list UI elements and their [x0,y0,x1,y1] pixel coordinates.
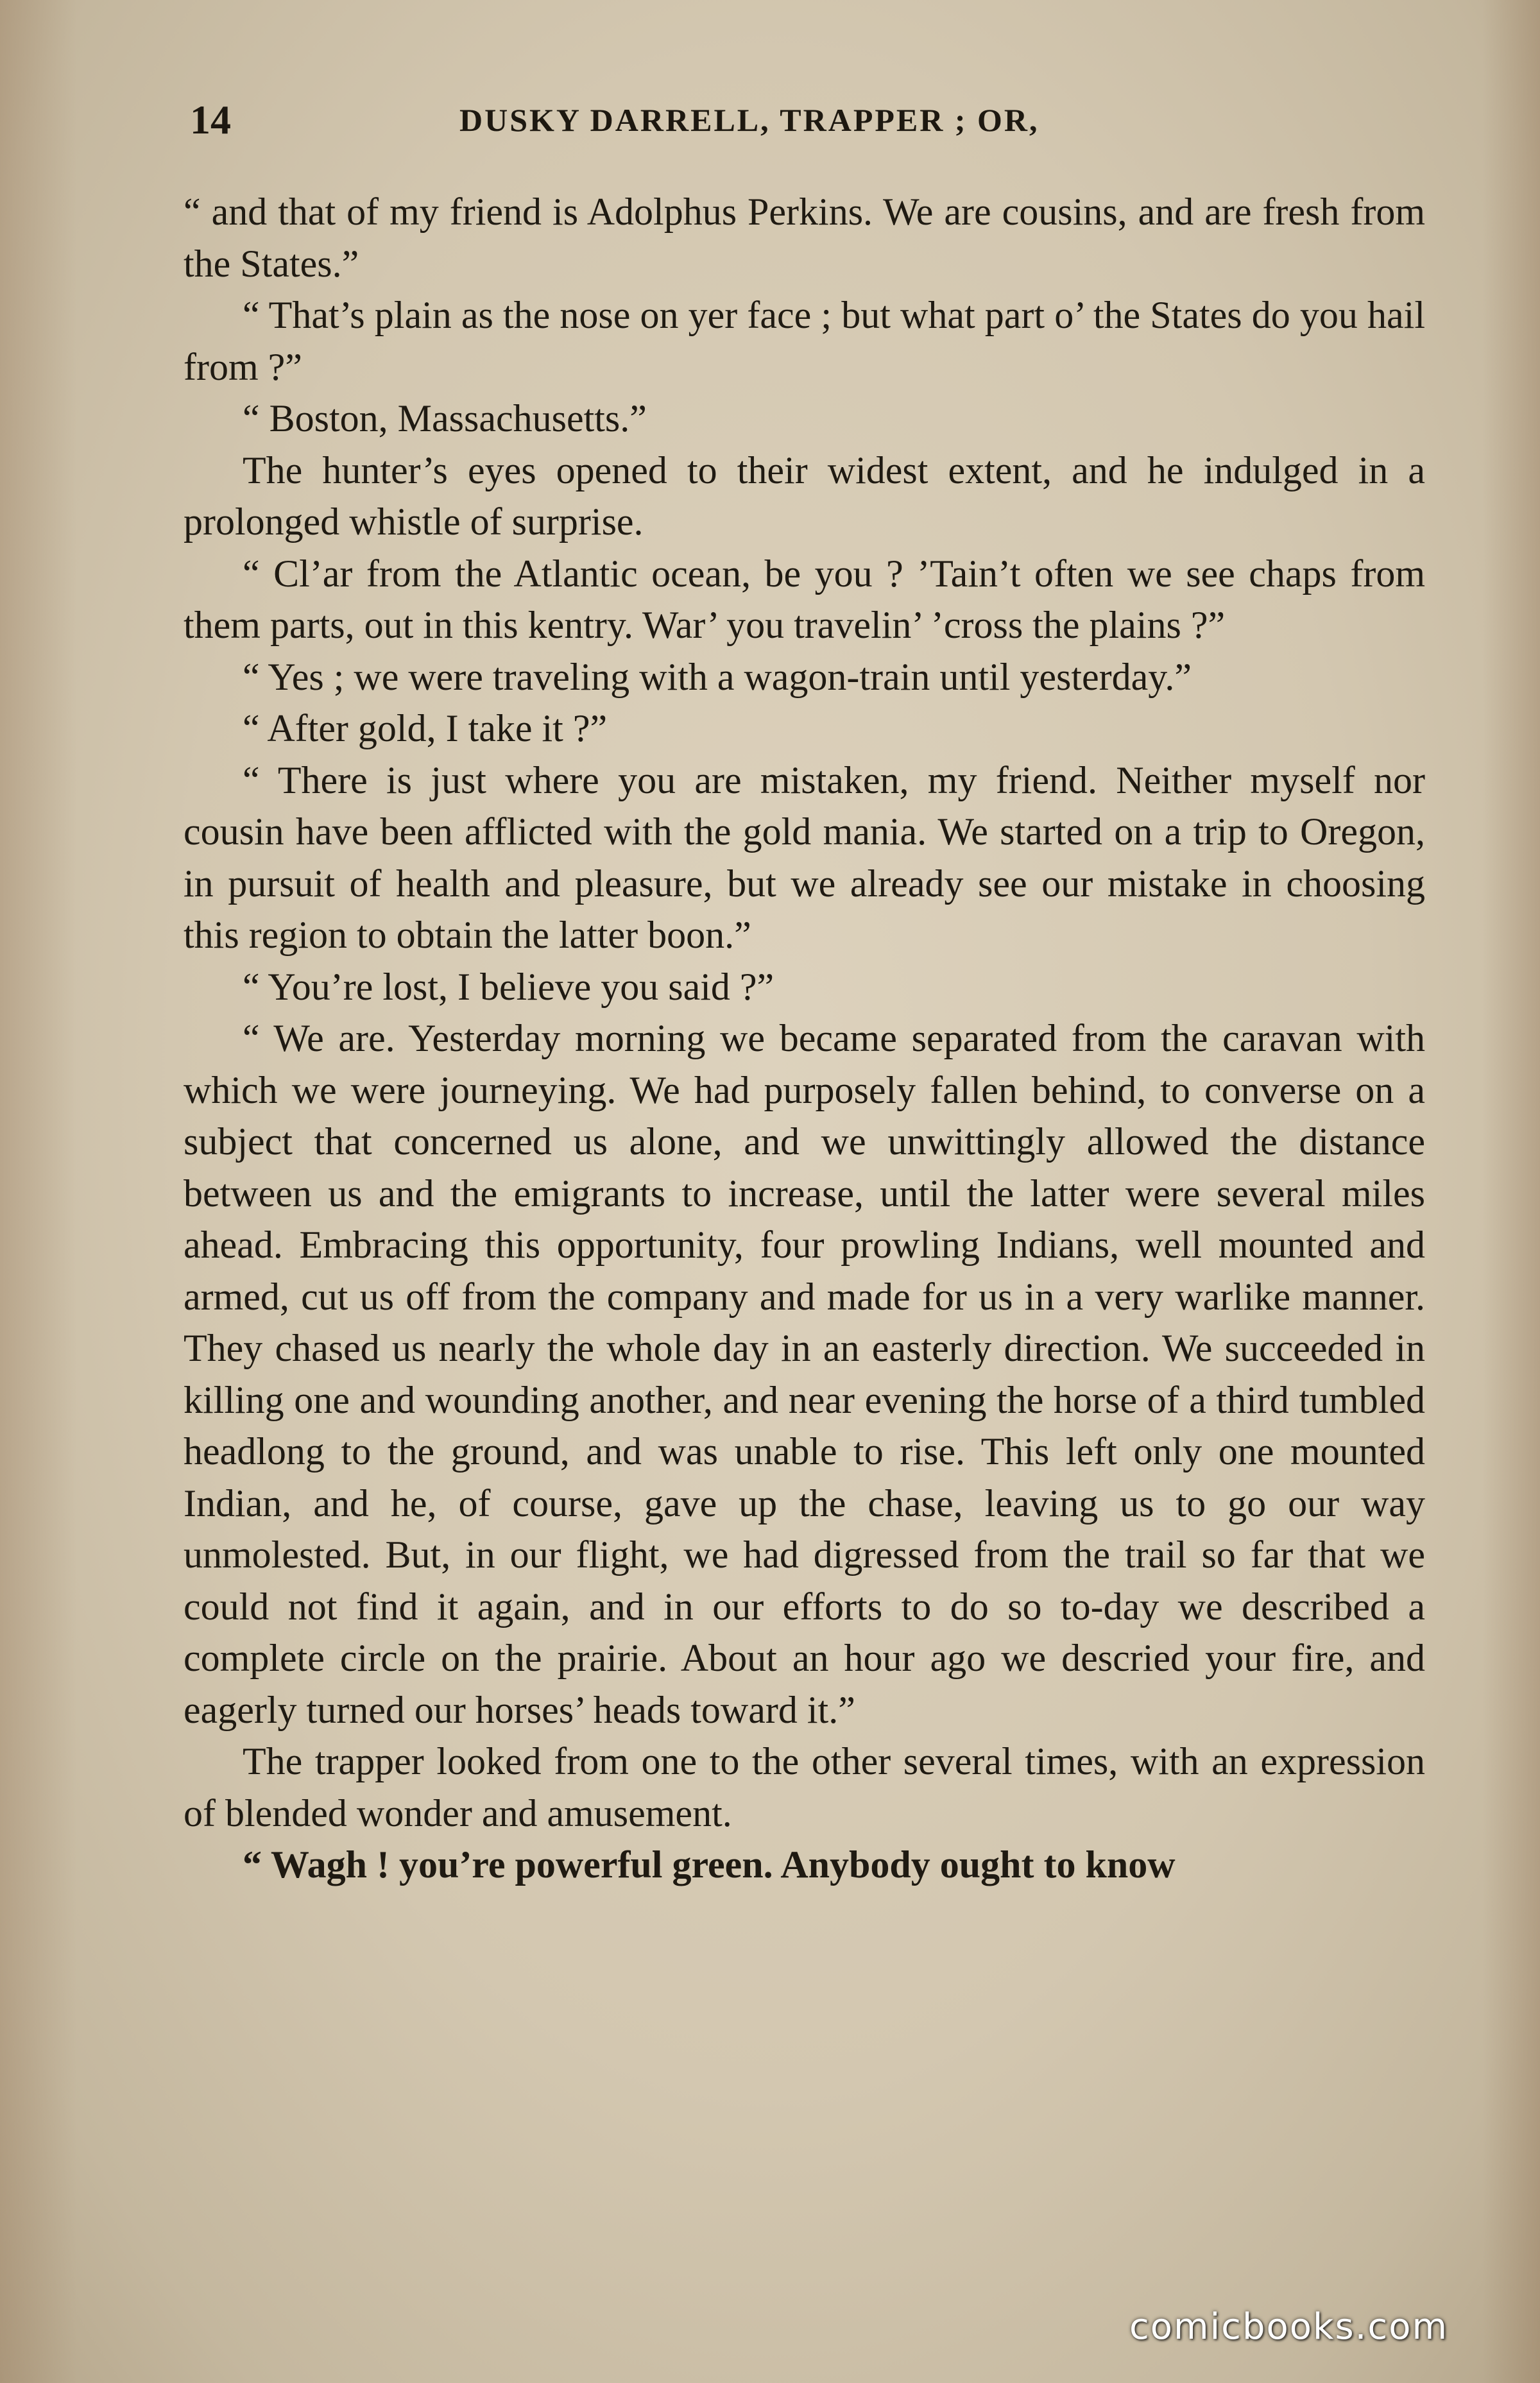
paragraph: “ That’s plain as the nose on yer face ; but what part o’ the States do you hail from ?” [184,294,1425,388]
page-edge-stain-left [0,0,77,2383]
paragraph: “ Cl’ar from the Atlantic ocean, be you ? ’Tain’t often we see chaps from them parts, out in this kentry. War’ you travelin’ ’cross the plains ?” [184,552,1425,646]
paragraph: “ Boston, Massachusetts.” [243,397,647,440]
page-header [190,91,1436,149]
paragraph: The hunter’s eyes opened to their widest extent, and he indulged in a prolonged whistle of surprise. [184,448,1425,543]
running-head: DUSKY DARRELL, TRAPPER ; OR, [459,102,1040,138]
page-number: 14 [190,97,231,142]
page-edge-stain-right [1482,0,1540,2383]
paragraph: “ You’re lost, I believe you said ?” [243,965,774,1008]
paragraph: The trapper looked from one to the other several times, with an expression of blended wonder and amusement. [184,1740,1425,1834]
paragraph: “ We are. Yesterday morning we became separated from the caravan with which we were journeying. We had purposely fallen behind, to converse on a subject that concerned us alone, and we unwittingly allowed the distance between us and the emigrants to increase, until the latter were several miles ahead. Embracing this opportunity, four prowling Indians, well mounted and armed, cut us off from the company and made for us in a very warlike manner. They chased us nearly the whole day in an easterly direction. We succeeded in killing one and wounding another, and near evening the horse of a third tumbled headlong to the ground, and was unable to rise. This left only one mounted Indian, and he, of course, gave up the chase, leaving us to go our way unmolested. But, in our flight, we had digressed from the trail so far that we could not find it again, and in our efforts to do so to-day we described a complete circle on the prairie. About an hour ago we descried your fire, and eagerly turned our horses’ heads toward it.” [184,1017,1425,1731]
watermark: comicbooks.com [1129,2306,1449,2348]
paragraph: “ Wagh ! you’re powerful green. Anybody ought to know [243,1843,1176,1886]
paragraph: “ There is just where you are mistaken, my friend. Neither myself nor cousin have been afflicted with the gold mania. We started on a trip to Oregon, in pursuit of health and pleasure, but we already see our mistake in choosing this region to obtain the latter boon.” [184,758,1425,956]
paragraph: “ Yes ; we were traveling with a wagon-train until yesterday.” [243,655,1192,698]
body-text [184,186,1425,1891]
paragraph: “ After gold, I take it ?” [243,707,608,749]
paragraph: “ and that of my friend is Adolphus Perkins. We are cousins, and are fresh from the States.” [184,191,1425,285]
